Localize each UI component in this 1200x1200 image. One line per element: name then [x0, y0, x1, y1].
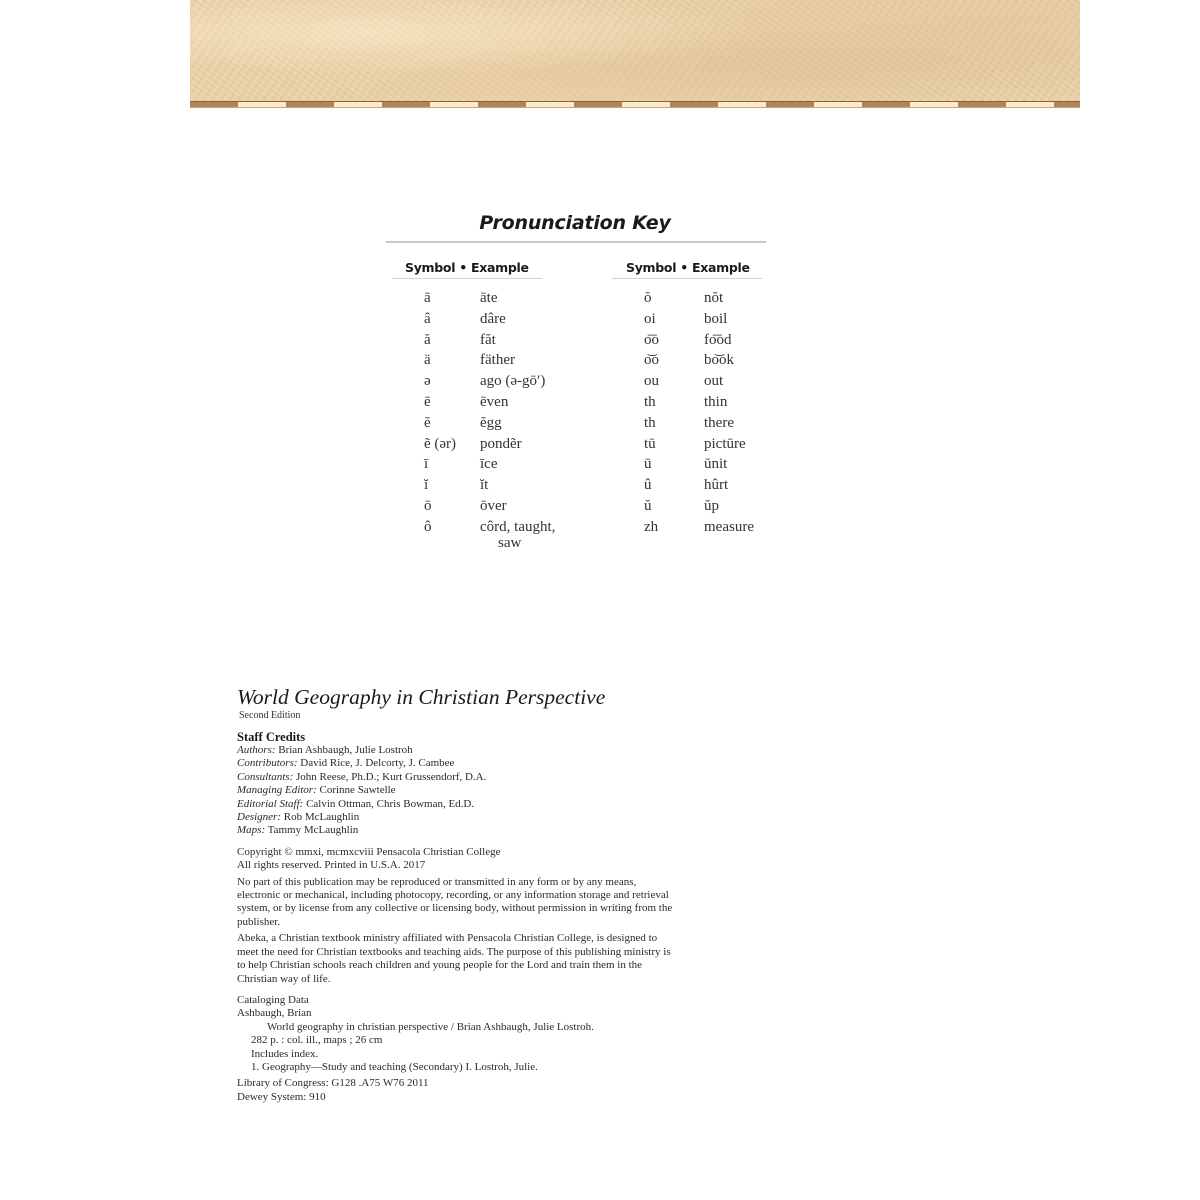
staff-names: Corinne Sawtelle	[319, 784, 396, 797]
staff-names: Calvin Ottman, Chris Bowman, Ed.D.	[306, 797, 475, 810]
pronunciation-row	[424, 394, 584, 415]
pronunciation-row	[424, 311, 584, 332]
dashed-border	[190, 101, 1080, 108]
example: ŭp	[704, 497, 719, 514]
example: āte	[480, 290, 498, 306]
symbol: ô	[424, 518, 432, 535]
pronunciation-row	[424, 477, 584, 498]
staff-names: Brian Ashbaugh, Julie Lostroh	[278, 744, 413, 756]
staff-credit	[237, 744, 697, 757]
symbol: ä	[424, 352, 431, 369]
rights-line: All rights reserved. Printed in U.S.A. 2017	[237, 859, 426, 872]
symbol: o͝o	[644, 352, 659, 369]
symbol: tū	[644, 435, 656, 452]
example: out	[704, 373, 724, 390]
symbol: o͞o	[644, 331, 659, 348]
example: ĭt	[480, 477, 489, 494]
ministry-statement: Abeka, a Christian textbook ministry affiliated with Pensacola Christian College, is designed to meet the need for Christian textbooks and teaching aids. The purpose of this publishing ministry is to help Christian schools reach children and young people for the Lord and train them in the Christian way of life.	[237, 932, 671, 985]
staff-role: Authors:	[237, 744, 276, 756]
pronunciation-row	[424, 498, 584, 519]
staff-role: Maps:	[237, 824, 266, 837]
staff-role: Consultants:	[237, 770, 294, 783]
colophon	[237, 684, 697, 1104]
pronunciation-row	[644, 352, 774, 373]
pronunciation-row	[644, 373, 774, 394]
example: boil	[704, 310, 728, 327]
staff-credit	[237, 757, 697, 770]
example: ēven	[480, 393, 509, 410]
pronunciation-row	[644, 519, 774, 540]
example: thin	[704, 393, 728, 410]
example: ūnit	[704, 456, 728, 473]
symbol: ŭ	[644, 497, 652, 514]
symbol: oi	[644, 310, 656, 327]
symbol: th	[644, 414, 656, 431]
staff-role: Managing Editor:	[237, 784, 317, 797]
pronunciation-row	[644, 332, 774, 353]
symbol: ā	[424, 290, 431, 306]
pronunciation-row	[424, 373, 584, 394]
parchment-banner	[190, 0, 1080, 108]
example: ōver	[480, 497, 507, 514]
cataloging-title: World geography in christian perspective / Brian Ashbaugh, Julie Lostroh.	[267, 1020, 594, 1033]
copyright-line: Copyright © mmxi, mcmxcviii Pensacola Christian College	[237, 845, 501, 858]
staff-names: David Rice, J. Delcorty, J. Cambee	[300, 757, 455, 770]
left-column-header: Symbol • Example	[405, 260, 529, 275]
book-title: World Geography in Christian Perspective	[237, 685, 606, 709]
symbol: ẽ (ər)	[424, 435, 457, 452]
pronunciation-row	[644, 477, 774, 498]
example: ĕgg	[480, 414, 502, 431]
pronunciation-row	[424, 290, 584, 311]
pronunciation-row	[644, 394, 774, 415]
example: pictūre	[704, 435, 746, 452]
staff-names: John Reese, Ph.D.; Kurt Grussendorf, D.A.	[295, 770, 487, 783]
pronunciation-row	[424, 456, 584, 477]
pronunciation-row	[424, 519, 584, 555]
dewey-system: Dewey System: 910	[237, 1090, 326, 1103]
cataloging-heading: Cataloging Data	[237, 993, 309, 1006]
pronunciation-row	[644, 290, 774, 311]
example: measure	[704, 518, 754, 535]
symbol: ə	[424, 373, 431, 390]
example: fo͞od	[704, 331, 732, 348]
example: pondẽr	[480, 435, 522, 452]
right-header-underline	[612, 278, 762, 279]
cataloging-physical: 282 p. : col. ill., maps ; 26 cm	[251, 1034, 383, 1047]
symbol: ē	[424, 393, 431, 410]
example: dâre	[480, 310, 506, 327]
title-divider	[386, 241, 766, 243]
example: făt	[480, 331, 496, 348]
example: hûrt	[704, 477, 729, 494]
cataloging-author: Ashbaugh, Brian	[237, 1007, 312, 1020]
staff-credit	[237, 824, 697, 837]
pronunciation-row	[424, 352, 584, 373]
staff-role: Designer:	[237, 811, 281, 824]
example: ago (ə-gō′)	[480, 373, 546, 390]
example: fäther	[480, 352, 515, 369]
staff-names: Rob McLaughlin	[283, 811, 360, 824]
staff-credits-heading: Staff Credits	[237, 730, 306, 744]
right-column-header: Symbol • Example	[626, 260, 750, 275]
staff-role: Editorial Staff:	[237, 797, 304, 810]
pronunciation-row	[644, 436, 774, 457]
example	[480, 519, 555, 551]
symbol: ŏ	[644, 290, 652, 306]
pronunciation-row	[424, 332, 584, 353]
example: there	[704, 414, 734, 431]
staff-names: Tammy McLaughlin	[267, 824, 359, 837]
staff-credit	[237, 811, 697, 824]
staff-credit	[237, 771, 697, 784]
edition-label: Second Edition	[239, 710, 301, 721]
symbol: ă	[424, 331, 431, 348]
cataloging-index-note: Includes index.	[251, 1047, 319, 1060]
pronunciation-row	[644, 498, 774, 519]
staff-role: Contributors:	[237, 757, 298, 770]
symbol: û	[644, 477, 652, 494]
reproduction-notice: No part of this publication may be reproduced or transmitted in any form or by any means, electronic or mechanical, including photocopy, recording, or any information storage and retrieval system, or by license from any collective or licensing body, without permission in writing from the publisher.	[237, 875, 673, 928]
symbol: ī	[424, 456, 429, 473]
staff-credit	[237, 784, 697, 797]
symbol: ō	[424, 497, 432, 514]
example-line-1: côrd, taught,	[480, 518, 556, 535]
symbol: ĭ	[424, 477, 429, 494]
example: īce	[480, 456, 498, 473]
symbol: ū	[644, 456, 652, 473]
pronunciation-row	[644, 415, 774, 436]
example-line-2: saw	[498, 534, 522, 551]
symbol: zh	[644, 518, 659, 535]
example: nŏt	[704, 290, 724, 306]
symbol: ĕ	[424, 414, 431, 431]
left-header-underline	[392, 278, 542, 279]
symbol: th	[644, 393, 656, 410]
pronunciation-key-title: Pronunciation Key	[479, 212, 671, 234]
pronunciation-row	[424, 415, 584, 436]
pronunciation-row	[424, 436, 584, 457]
left-pronunciation-column	[424, 290, 584, 555]
cataloging-subject: 1. Geography—Study and teaching (Secondary) I. Lostroh, Julie.	[251, 1060, 538, 1073]
pronunciation-row	[644, 311, 774, 332]
symbol: â	[424, 310, 431, 327]
pronunciation-row	[644, 456, 774, 477]
symbol: ou	[644, 373, 659, 390]
staff-credit	[237, 798, 697, 811]
library-of-congress: Library of Congress: G128 .A75 W76 2011	[237, 1077, 429, 1090]
right-pronunciation-column	[644, 290, 774, 540]
example: bo͝ok	[704, 352, 734, 369]
